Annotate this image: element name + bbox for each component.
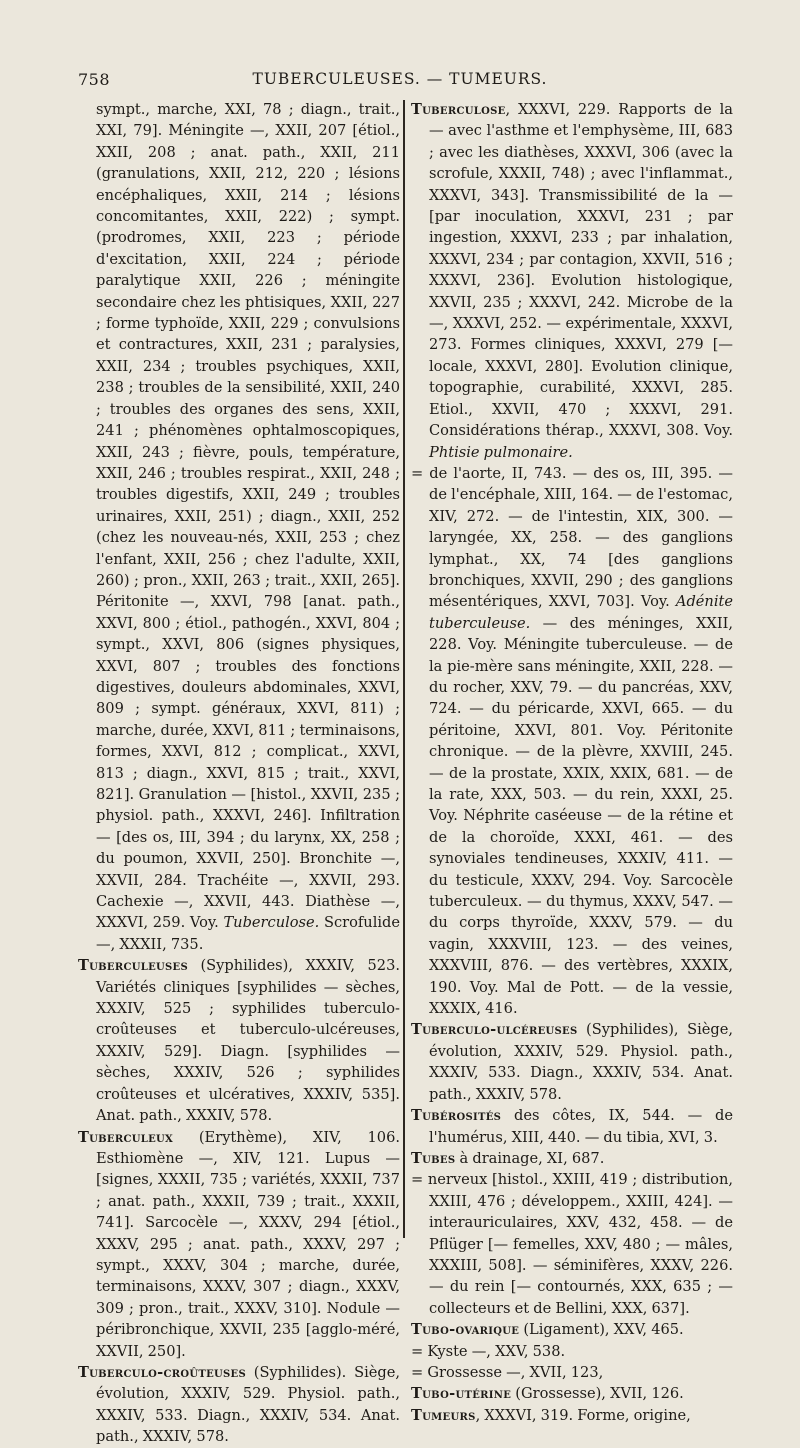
index-entry xyxy=(411,1169,733,1319)
entry-headword: Tumeurs xyxy=(411,1406,476,1424)
entry-headword: Tuberculeux xyxy=(78,1128,174,1146)
entry-headword: Tubo-utérine xyxy=(411,1385,512,1403)
entry-text: = de l'aorte, II, 743. — des os, III, 395. — de l'encéphale, XIII, 164. — de l'estomac, XIV, 272. — de l'intestin, XIX, 300. — laryngée, XX, 258. — des ganglions lymphat., XX, 74 [des ganglions bronchiques, XXVII, 290 ; des ganglions mésentériques, XXVI, 703]. Voy. xyxy=(411,464,733,611)
entry-headword: Tuberculo-croûteuses xyxy=(78,1363,246,1381)
entry-text: (Ligament), XXV, 465. xyxy=(519,1321,684,1339)
index-entry xyxy=(411,1383,733,1404)
entry-headword: Tubérosités xyxy=(411,1107,502,1125)
column-divider xyxy=(403,100,405,1238)
entry-text: (Erythème), XIV, 106. Esthiomène —, XIV, 121. Lupus — [signes, XXXII, 735 ; variétés, XXXII, 737 ; anat. path., XXXII, 739 ; trait., XXXII, 741]. Sarcocèle —, XXXV, 294 [étiol., XXXV, 295 ; anat. path., XXXV, 297 ; sympt., XXXV, 304 ; marche, durée, terminaisons, XXXV, 307 ; diagn., XXXV, 309 ; pron., trait., XXXV, 310]. Nodule — péribronchique, XXVII, 235 [agglo-méré, XXVII, 250]. xyxy=(96,1128,400,1360)
entry-text-tail: — des méninges, XXII, 228. Voy. Méningite tuberculeuse. — de la pie-mère sans méningite, XXII, 228. — du rocher, XXV, 79. — du pancréas, XXV, 724. — du péricarde, XXVI, 665. — du péritoine, XXVI, 801. Voy. Péritonite chronique. — de la plèvre, XXVIII, 245. — de la prostate, XXIX, XXIX, 681. — de la rate, XXX, 503. — du rein, XXXI, 25. Voy. Néphrite caséeuse — de la rétine et de la choroïde, XXXI, 461. — des synoviales tendineuses, XXXIV, 411. — du testicule, XXXV, 294. Voy. Sarcocèle tuberculeux. — du thymus, XXXV, 547. — du corps thyroïde, XXXV, 579. — du vagin, XXXVIII, 123. — des veines, XXXVIII, 876. — des vertèbres, XXXIX, 190. Voy. Mal de Pott. — de la vessie, XXXIX, 416. xyxy=(429,614,733,1018)
running-title: TUBERCULEUSES. — TUMEURS. xyxy=(252,70,548,88)
entry-headword: Tubes xyxy=(411,1149,456,1167)
entry-cross-reference: Adénite tuberculeuse. xyxy=(429,593,733,632)
entry-text: des côtes, IX, 544. — de l'humérus, XIII, 440. — du tibia, XVI, 3. xyxy=(429,1107,733,1146)
entry-text: = Kyste —, XXV, 538. xyxy=(411,1342,566,1360)
entry-text: à drainage, XI, 687. xyxy=(455,1149,605,1167)
index-entry xyxy=(411,1319,733,1340)
index-entry xyxy=(411,1019,733,1105)
entry-text: = Grossesse —, XVII, 123, xyxy=(411,1363,604,1381)
entry-text: , XXXVI, 229. Rapports de la — avec l'asthme et l'emphysème, III, 683 ; avec les diathèses, XXXVI, 306 (avec la scrofule, XXXII, 748) ; avec l'inflammat., XXXVI, 343]. Transmissibilité de la — [par inoculation, XXXVI, 231 ; par ingestion, XXXVI, 233 ; par inhalation, XXXVI, 234 ; par contagion, XXVII, 516 ; XXXVI, 236]. Evolution histologique, XXVII, 235 ; XXXVI, 242. Microbe de la —, XXXVI, 252. — expérimentale, XXXVI, 273. Formes cliniques, XXXVI, 279 [— locale, XXXVI, 280]. Evolution clinique, topographie, curabilité, XXXVI, 285. Etiol., XXVII, 470 ; XXXVI, 291. Considérations thérap., XXXVI, 308. Voy. xyxy=(429,101,733,440)
entry-text: sympt., marche, XXI, 78 ; diagn., trait., XXI, 79]. Méningite —, XXII, 207 [étiol., XXII, 208 ; anat. path., XXII, 211 (granulations, XXII, 212, 220 ; lésions encéphaliques, XXII, 214 ; lésions concomitantes, XXII, 222) ; sympt. (prodromes, XXII, 223 ; période d'excitation, XXII, 224 ; période paralytique XXII, 226 ; méningite secondaire chez les phtisiques, XXII, 227 ; forme typhoïde, XXII, 229 ; convulsions et contractures, XXII, 231 ; paralysies, XXII, 234 ; troubles psychiques, XXII, 238 ; troubles de la sensibilité, XXII, 240 ; troubles des organes des sens, XXII, 241 ; phénomènes ophtalmoscopiques, XXII, 243 ; fièvre, pouls, température, XXII, 246 ; troubles respirat., XXII, 248 ; troubles digestifs, XXII, 249 ; troubles urinaires, XXII, 251) ; diagn., XXII, 252 (chez les nouveau-nés, XXII, 253 ; chez l'enfant, XXII, 256 ; chez l'adulte, XXII, 260) ; pron., XXII, 263 ; trait., XXII, 265]. Péritonite —, XXVI, 798 [anat. path., XXVI, 800 ; étiol., pathogén., XXVI, 804 ; sympt., XXVI, 806 (signes physiques, XXVI, 807 ; troubles des fonctions digestives, douleurs abdominales, XXVI, 809 ; sympt. généraux, XXVI, 811) ; marche, durée, XXVI, 811 ; terminaisons, formes, XXVI, 812 ; complicat., XXVI, 813 ; diagn., XXVI, 815 ; trait., XXVI, 821]. Granulation — [histol., XXVII, 235 ; physiol. path., XXXVI, 246]. Infiltration — [des os, III, 394 ; du larynx, XX, 258 ; du poumon, XXVII, 250]. Bronchite —, XXVII, 284. Trachéite —, XXVII, 293. Cachexie —, XXVII, 443. Diathèse —, XXXVI, 259. Voy. xyxy=(96,101,400,932)
index-entry xyxy=(411,1105,733,1148)
entry-cross-reference: Tuberculose. xyxy=(223,914,320,932)
entry-headword: Tuberculose xyxy=(411,101,506,118)
index-entry xyxy=(78,955,400,1126)
entry-cross-reference: Phtisie pulmonaire. xyxy=(429,443,573,461)
entry-text: , XXXVI, 319. Forme, origine, xyxy=(475,1406,691,1424)
index-entry xyxy=(78,1362,400,1448)
index-entry xyxy=(78,1127,400,1362)
index-entry xyxy=(411,1341,733,1362)
right-column xyxy=(411,99,733,1426)
entry-headword: Tubo-ovarique xyxy=(411,1321,520,1339)
entry-text-tail: Scrofulide —, XXXII, 735. xyxy=(96,914,401,953)
index-entry xyxy=(411,463,733,1020)
entry-headword: Tuberculeuses xyxy=(78,957,188,975)
entry-text: = nerveux [histol., XXIII, 419 ; distribution, XXIII, 476 ; développem., XXIII, 424]. — interauriculaires, XXV, 432, 458. — de Pflüger [— femelles, XXV, 480 ; — mâles, XXXIII, 508]. — séminifères, XXXV, 226. — du rein [— contournés, XXX, 635 ; — collecteurs et de Bellini, XXX, 637]. xyxy=(411,1171,733,1317)
entry-text: (Grossesse), XVII, 126. xyxy=(511,1385,684,1403)
index-entry xyxy=(411,1148,733,1169)
entry-text: (Syphilides). Siège, évolution, XXXIV, 529. Physiol. path., XXXIV, 533. Diagn., XXXIV, 534. Anat. path., XXXIV, 578. xyxy=(96,1363,400,1446)
entry-text: (Syphilides), XXXIV, 523. Variétés cliniques [syphilides — sèches, XXXIV, 525 ; syphilides tuberculo-croûteuses et tuberculo-ulcéreuses, XXXIV, 529]. Diagn. [syphilides — sèches, XXXIV, 526 ; syphilides croûteuses et ulcératives, XXXIV, 535]. Anat. path., XXXIV, 578. xyxy=(96,957,400,1125)
index-entry xyxy=(411,1405,733,1426)
entry-headword: Tuberculo-ulcéreuses xyxy=(411,1021,578,1039)
entry-text: (Syphilides), Siège, évolution, XXXIV, 529. Physiol. path., XXXIV, 533. Diagn., XXXIV, 534. Anat. path., XXXIV, 578. xyxy=(429,1021,733,1103)
page-header xyxy=(0,70,800,92)
index-entry xyxy=(411,1362,733,1383)
index-entry xyxy=(411,99,733,463)
page-number: 758 xyxy=(78,70,111,89)
index-entry xyxy=(78,99,400,955)
left-column xyxy=(78,99,400,1448)
